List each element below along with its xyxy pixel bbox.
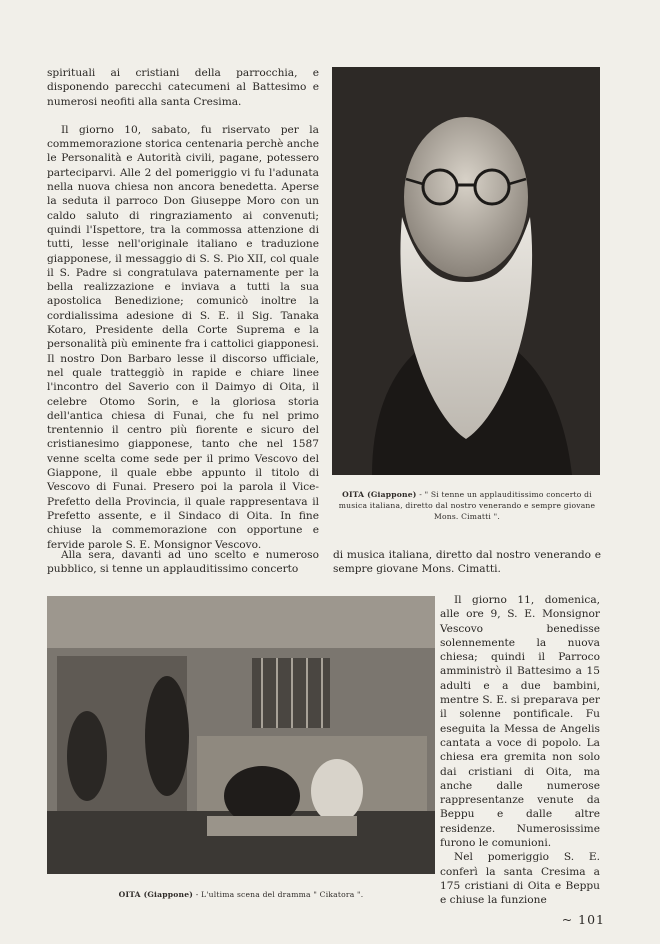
article-column-right-lower <box>440 593 600 908</box>
article-column-left <box>47 66 319 552</box>
caption-portrait-text: - " Si tenne un applauditissimo concerto di musica italiana, diretto dal nostro venerando e sempre giovane Mons. Cimatti ". <box>338 490 596 521</box>
portrait-photo-mons-cimatti <box>332 67 600 475</box>
paragraph-confirmation: Nel pomeriggio S. E. conferì la santa Cresima a 175 cristiani di Oita e Beppu e chiuse la funzione <box>440 851 600 907</box>
theatre-scene-photo <box>47 596 435 874</box>
portrait-illustration <box>332 67 600 475</box>
caption-theatre-text: - L'ultima scena del dramma " Cikatora ". <box>193 890 364 899</box>
theatre-illustration <box>47 596 435 874</box>
article-column-left-lower <box>47 548 319 577</box>
paragraph-sunday-blessing: Il giorno 11, domenica, alle ore 9, S. E. Monsignor Vescovo benedisse solennemente la nuova chiesa; quindi il Parroco amministrò il Battesimo a 15 adulti e a due bambini, mentre S. E. si preparava per il solenne pontificale. Fu eseguita la Messa de Angelis cantata a voce di popolo. La chiesa era gremita non solo dai cristiani di Oita, ma anche dalle numerose rappresentanze venute da Beppu e dalle altre residenze. Numerosissime furono le comunioni. <box>440 594 600 850</box>
caption-portrait <box>330 489 604 522</box>
caption-portrait-place: OITA (Giappone) <box>342 490 417 499</box>
page-number: ~ 101 <box>561 912 605 927</box>
paragraph-commemoration: Il giorno 10, sabato, fu riservato per la commemorazione storica centenaria perchè anche le Personalità e Autorità civili, pagane, potessero parteciparvi. Alle 2 del pomeriggio vi fu l'adunata nella nuova chiesa non ancora benedetta. Aperse la seduta il parroco Don Giuseppe Moro con un caldo saluto di ringraziamento ai convenuti; quindi l'Ispettore, tra la commossa attenzione di tutti, lesse nell'originale italiano e traduzione giapponese, il messaggio di S. S. Pio XII, col quale il S. Padre si congratulava paternamente per la bella realizzazione e inviava a tutti la sua apostolica Benedizione; comunicò inoltre la cordialissima adesione di S. E. il Sig. Tanaka Kotaro, Presidente della Corte Suprema e la personalità più eminente fra i cattolici giapponesi. Il nostro Don Barbaro lesse il discorso ufficiale, nel quale tratteggiò in rapide e chiare linee l'incontro del Saverio con il Daimyo di Oita, il celebre Otomo Sorin, e la gloriosa storia dell'antica chiesa di Funai, che fu nel primo trentennio il centro più fiorente e sicuro del cristianesimo giapponese, tanto che nel 1587 venne scelta come sede per il primo Vescovo del Giappone, il quale ebbe appunto il titolo di Vescovo di Funai. Presero poi la parola il Vice-Prefetto della Provincia, il quale rappresentava il Prefetto assente, e il Sindaco di Oita. In fine chiuse la commemorazione con opportune e fervide parole S. E. Monsignor Vescovo. <box>47 123 319 551</box>
article-column-right-mid <box>333 548 601 577</box>
caption-theatre-place: OITA (Giappone) <box>118 890 194 899</box>
paragraph-continuation: spirituali ai cristiani della parrocchia, e disponendo parecchi catecumeni al Battesimo e numerosi neofiti alla santa Cresima. <box>47 67 319 108</box>
caption-theatre <box>47 889 435 900</box>
paragraph-concert-end: di musica italiana, diretto dal nostro venerando e sempre giovane Mons. Cimatti. <box>333 549 601 576</box>
paragraph-concert-start: Alla sera, davanti ad uno scelto e numeroso pubblico, si tenne un applauditissimo concerto <box>47 549 319 576</box>
